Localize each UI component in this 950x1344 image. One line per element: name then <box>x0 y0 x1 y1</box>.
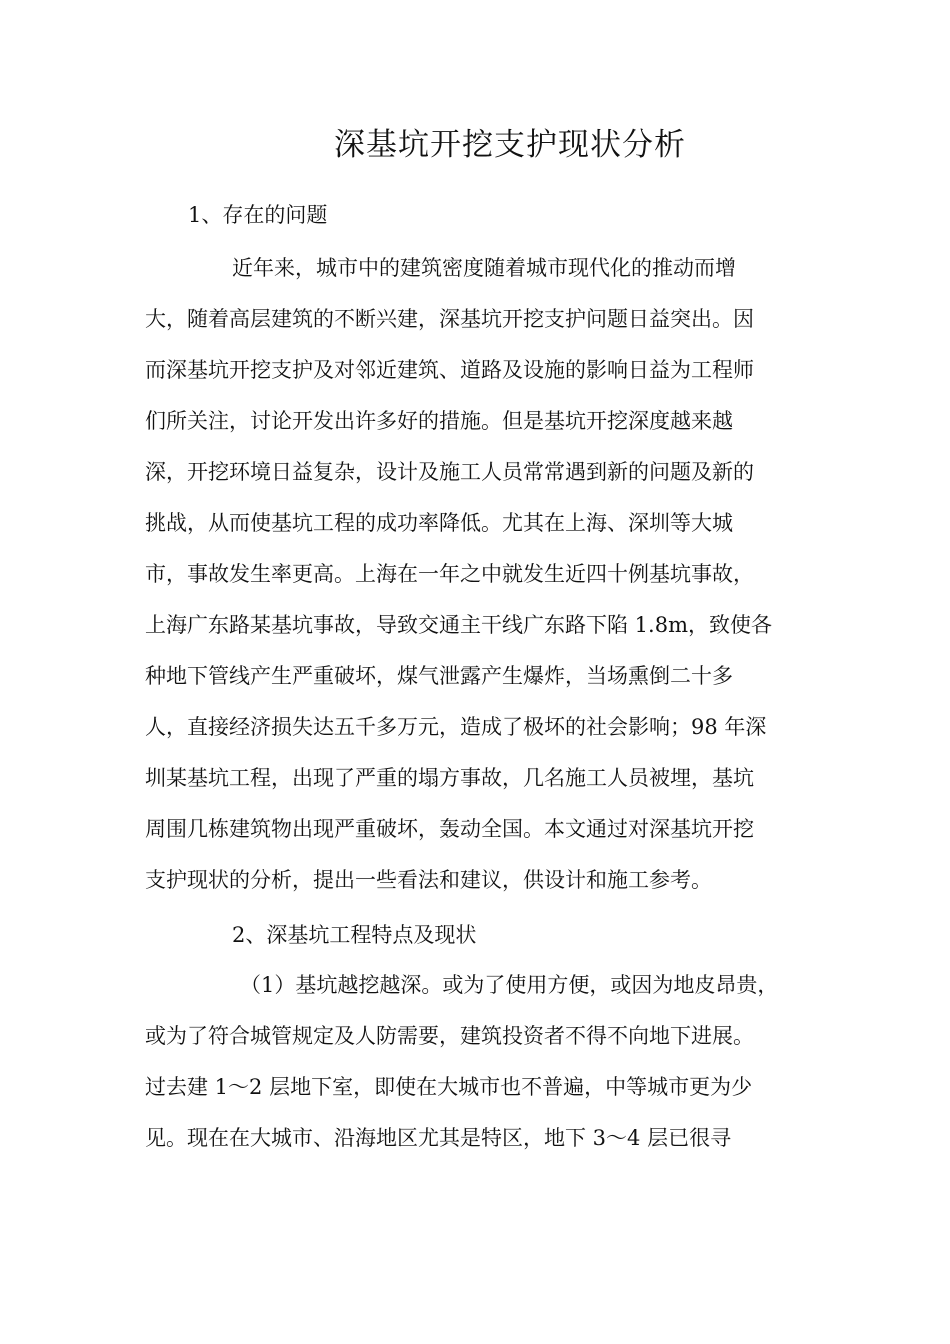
paragraph-line: 深，开挖环境日益复杂，设计及施工人员常常遇到新的问题及新的 <box>145 460 754 484</box>
paragraph-line: （1）基坑越挖越深。或为了使用方便，或因为地皮昂贵， <box>240 973 779 997</box>
document-title: 深基坑开挖支护现状分析 <box>334 127 686 163</box>
paragraph-line: 见。现在在大城市、沿海地区尤其是特区，地下 3～4 层已很寻 <box>145 1126 732 1150</box>
paragraph-line: 大，随着高层建筑的不断兴建，深基坑开挖支护问题日益突出。因 <box>145 307 754 331</box>
paragraph-line: 市，事故发生率更高。上海在一年之中就发生近四十例基坑事故， <box>145 562 754 586</box>
paragraph-line: 挑战，从而使基坑工程的成功率降低。尤其在上海、深圳等大城 <box>145 511 733 535</box>
paragraph-line: 而深基坑开挖支护及对邻近建筑、道路及设施的影响日益为工程师 <box>145 358 754 382</box>
paragraph-line: 种地下管线产生严重破坏，煤气泄露产生爆炸，当场熏倒二十多 <box>145 664 733 688</box>
section1-heading: 1、存在的问题 <box>188 203 328 227</box>
paragraph-line: 支护现状的分析，提出一些看法和建议，供设计和施工参考。 <box>145 868 712 892</box>
paragraph-line: 圳某基坑工程，出现了严重的塌方事故，几名施工人员被埋，基坑 <box>145 766 754 790</box>
paragraph-line: 上海广东路某基坑事故，导致交通主干线广东路下陷 1.8m，致使各 <box>145 613 772 637</box>
paragraph-line: 周围几栋建筑物出现严重破坏，轰动全国。本文通过对深基坑开挖 <box>145 817 754 841</box>
paragraph-line: 人，直接经济损失达五千多万元，造成了极坏的社会影响；98 年深 <box>145 715 767 739</box>
paragraph-line: 过去建 1～2 层地下室，即使在大城市也不普遍，中等城市更为少 <box>145 1075 753 1099</box>
paragraph-line: 或为了符合城管规定及人防需要，建筑投资者不得不向地下进展。 <box>145 1024 754 1048</box>
paragraph-line: 们所关注，讨论开发出许多好的措施。但是基坑开挖深度越来越 <box>145 409 733 433</box>
section2-heading: 2、深基坑工程特点及现状 <box>232 923 477 947</box>
paragraph-line: 近年来，城市中的建筑密度随着城市现代化的推动而增 <box>232 256 736 280</box>
